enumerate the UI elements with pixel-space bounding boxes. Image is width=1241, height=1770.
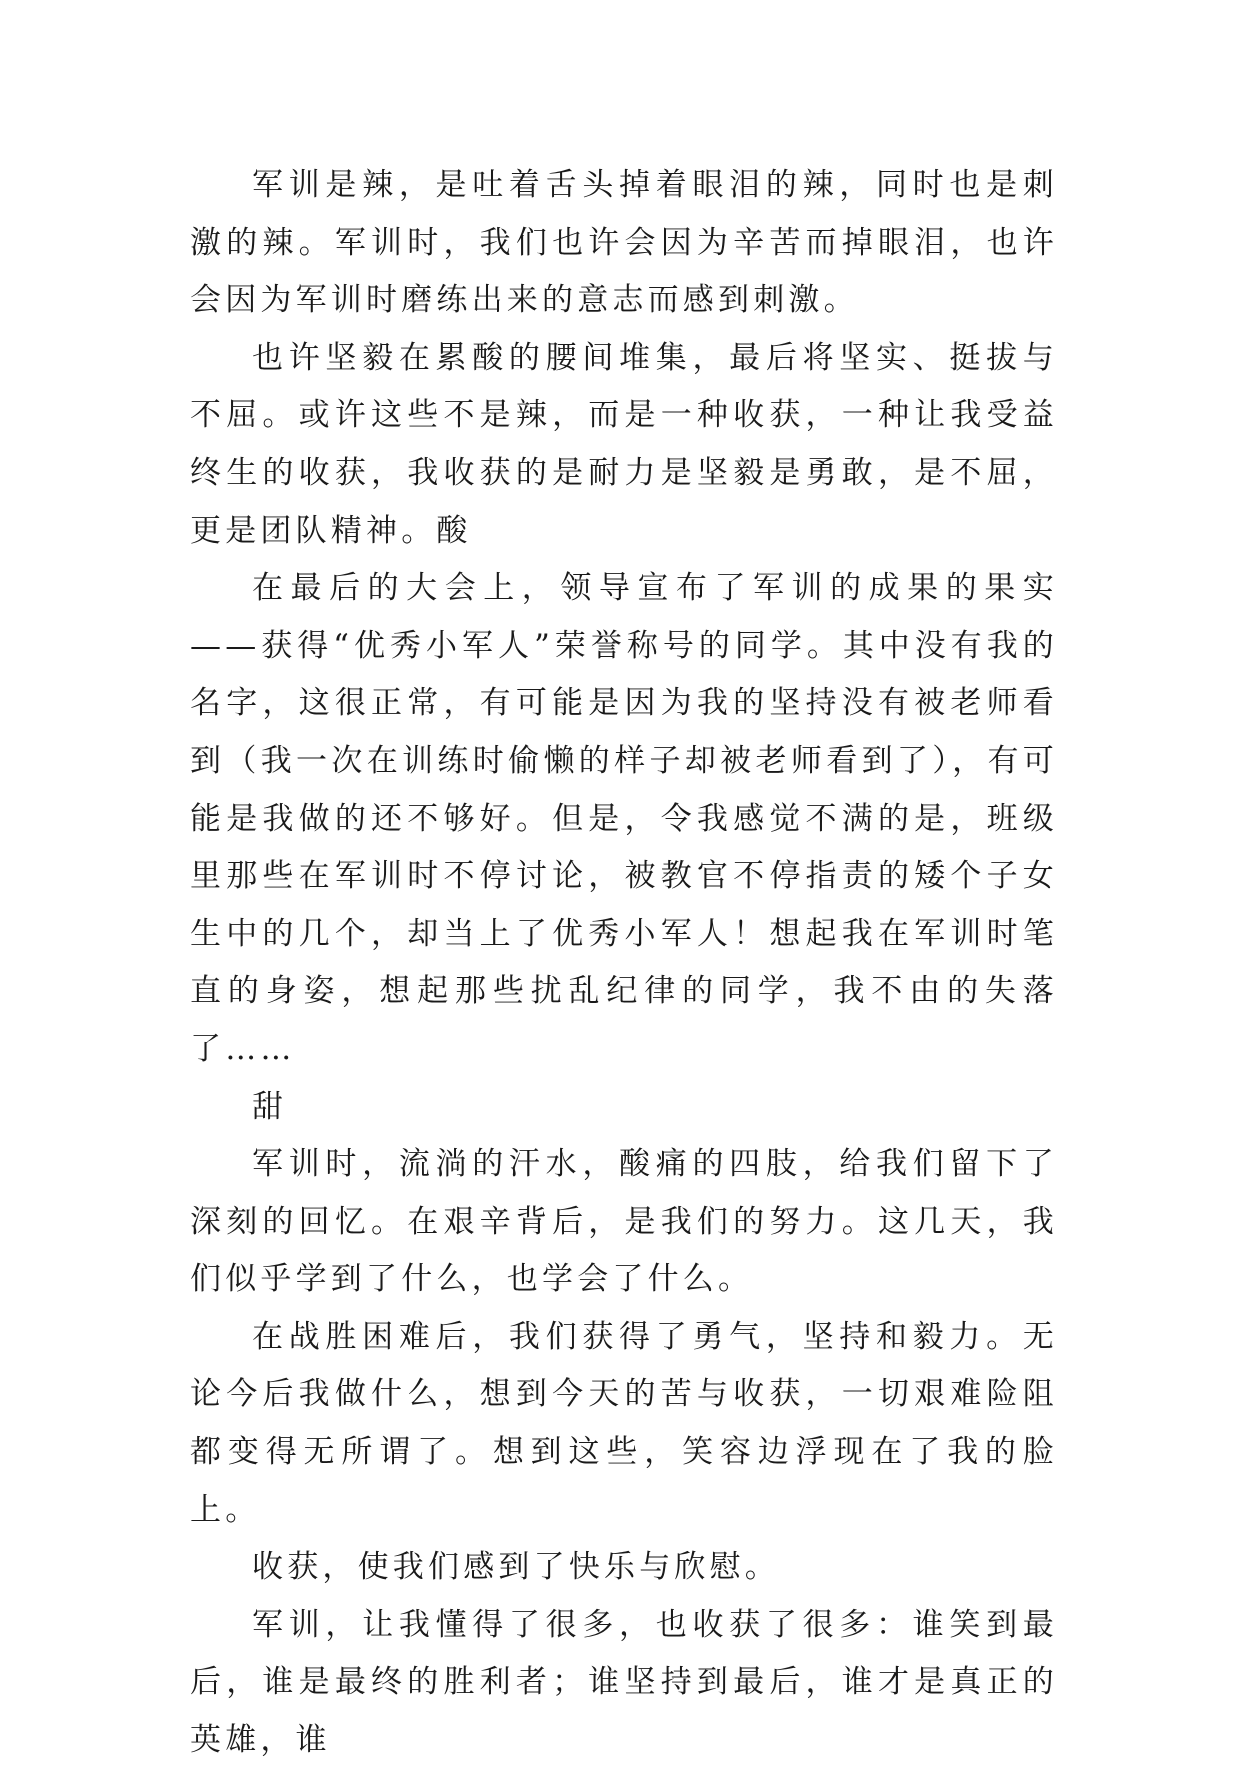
paragraph-1: 军训是辣，是吐着舌头掉着眼泪的辣，同时也是刺激的辣。军训时，我们也许会因为辛苦而掉眼泪，也许会因为军训时磨练出来的意志而感到刺激。 [190,167,1058,319]
paragraph-5: 军训时，流淌的汗水，酸痛的四肢，给我们留下了深刻的回忆。在艰辛背后，是我们的努力。这几天，我们似乎学到了什么，也学会了什么。 [190,1146,1058,1298]
paragraph-6: 在战胜困难后，我们获得了勇气，坚持和毅力。无论今后我做什么，想到今天的苦与收获，一切艰难险阻都变得无所谓了。想到这些，笑容边浮现在了我的脸上。 [190,1318,1058,1528]
paragraph-2: 也许坚毅在累酸的腰间堆集，最后将坚实、挺拔与不屈。或许这些不是辣，而是一种收获，一种让我受益终生的收获，我收获的是耐力是坚毅是勇敢，是不屈，更是团队精神。酸 [190,339,1058,549]
section-heading-sweet: 甜 [252,1088,288,1125]
paragraph-7: 收获，使我们感到了快乐与欣慰。 [252,1549,780,1586]
document-body [190,157,1058,1770]
paragraph-8: 军训，让我懂得了很多，也收获了很多：谁笑到最后，谁是最终的胜利者；谁坚持到最后，谁才是真正的英雄，谁 [190,1606,1058,1759]
paragraph-3: 在最后的大会上，领导宣布了军训的成果的果实——获得“优秀小军人”荣誉称号的同学。其中没有我的名字，这很正常，有可能是因为我的坚持没有被老师看到（我一次在训练时偷懒的样子却被老师看到了），有可能是我做的还不够好。但是，令我感觉不满的是，班级里那些在军训时不停讨论，被教官不停指责的矮个子女生中的几个，却当上了优秀小军人！想起我在军训时笔直的身姿，想起那些扰乱纪律的同学，我不由的失落了…… [190,570,1058,1067]
